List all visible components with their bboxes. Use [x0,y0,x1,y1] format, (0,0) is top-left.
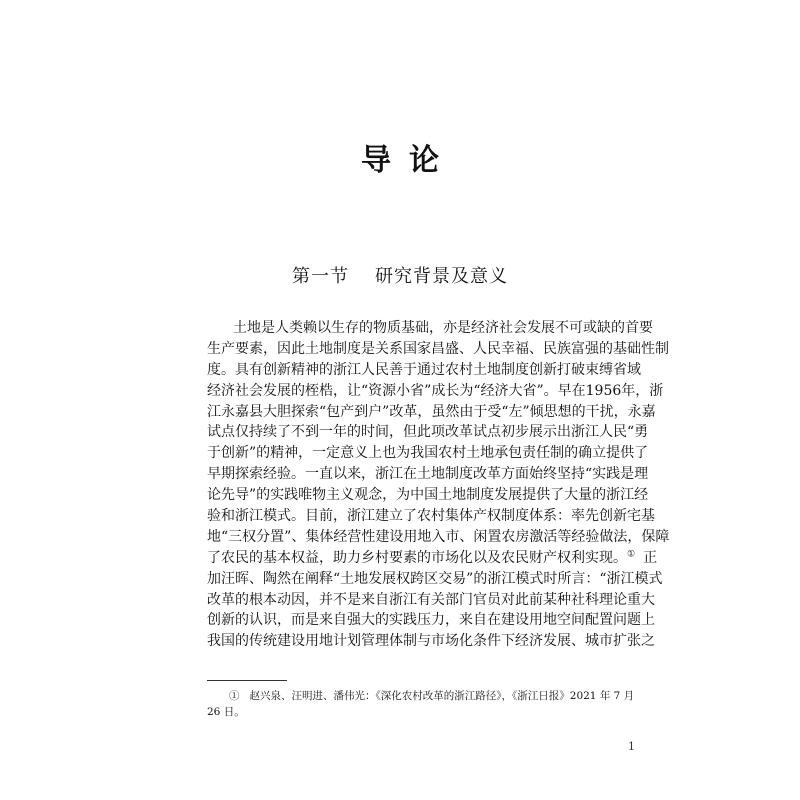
footnote-text-1: 赵兴泉、汪明进、潘伟光：《深化农村改革的浙江路径》，《浙江日报》2021 年 7 月 [249,690,635,702]
page-number: 1 [628,740,635,753]
body-line-tail: 正 [643,549,658,566]
footnote-line-1 [207,688,635,704]
footnote [207,688,635,720]
section-number: 第一节 [292,266,349,287]
body-line-text: 了农民的基本权益，助力乡村要素的市场化以及农民财产权利实现。 [207,549,627,566]
footnote-marker: ① [229,690,240,702]
body-line: 早期探索经验。一直以来，浙江在土地制度改革方面始终坚持“实践是理 [207,466,649,483]
body-line: 加汪晖、陶然在阐释“土地发展权跨区交易”的浙江模式时所言：“浙江模式 [207,570,663,587]
body-line: 改革的根本动因，并不是来自浙江有关部门官员对此前某种社科理论重大 [207,591,655,608]
footnote-divider [207,680,287,681]
body-line: 验和浙江模式。目前，浙江建立了农村集体产权制度体系：率先创新宅基 [207,508,655,525]
body-line: 土地是人类赖以生存的物质基础，亦是经济社会发展不可或缺的首要 [233,320,653,336]
footnote-line-2: 26 日。 [207,706,245,718]
body-line: 度。具有创新精神的浙江人民善于通过农村土地制度创新打破束缚省域 [207,361,641,378]
body-line: 创新的认识，而是来自强大的实践压力，来自在建设用地空间配置问题上 [207,612,655,629]
footnote-reference[interactable]: ① [627,549,636,560]
body-line: 我国的传统建设用地计划管理体制与市场化条件下经济发展、城市扩张之 [207,633,655,650]
body-line: 试点仅持续了不到一年的时间，但此项改革试点初步展示出浙江人民“勇 [207,424,649,441]
chapter-title: 导论 [361,143,457,178]
section-title: 研究背景及意义 [375,266,508,287]
body-line: 江永嘉县大胆探索“包产到户”改革，虽然由于受“左”倾思想的干扰，永嘉 [207,403,656,420]
body-line: 于创新”的精神，一定意义上也为我国农村土地承包责任制的确立提供了 [207,445,649,462]
body-text [207,318,670,652]
body-line-with-footnote [207,548,658,569]
body-line: 经济社会发展的桎梏，让“资源小省”成长为“经济大省”。早在1956年，浙 [207,382,664,399]
section-heading [0,265,800,289]
body-line: 地“三权分置”、集体经营性建设用地入市、闲置农房激活等经验做法，保障 [207,528,670,545]
body-line: 生产要素，因此土地制度是关系国家昌盛、人民幸福、民族富强的基础性制 [207,340,669,357]
body-line: 论先导”的实践唯物主义观念，为中国土地制度发展提供了大量的浙江经 [207,487,649,504]
